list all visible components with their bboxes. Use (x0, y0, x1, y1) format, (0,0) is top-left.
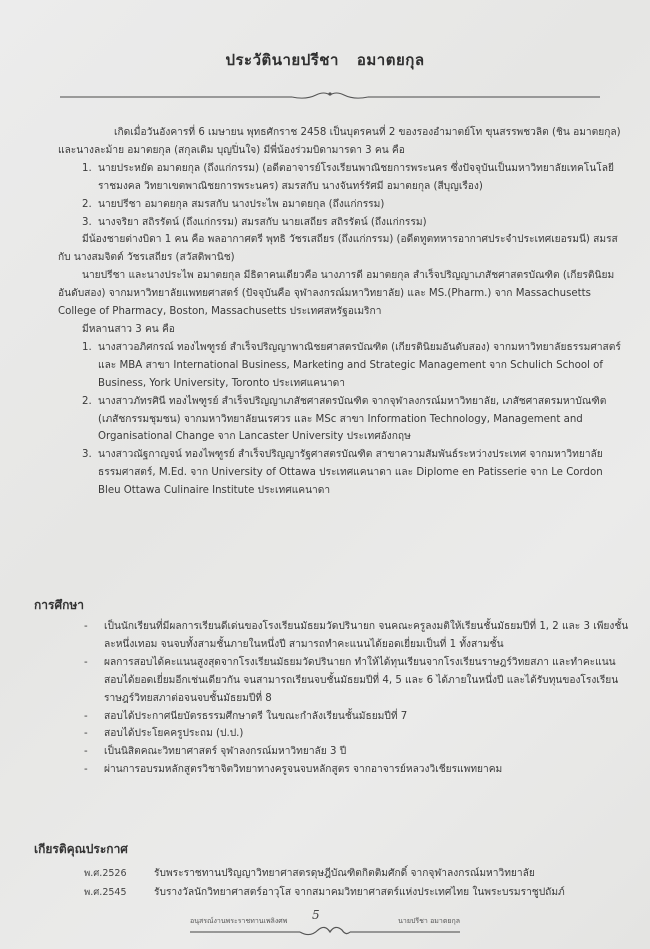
biography-body (58, 124, 628, 500)
ornament-icon (60, 91, 600, 101)
page-title (0, 48, 650, 72)
niece-item: 3. นางสาวณัฐกาญจน์ ทองไพฑูรย์ สำเร็จปริญญารัฐศาสตรบัณฑิต สาขาความสัมพันธ์ระหว่างประเทศ จากมหาวิทยาลัยธรรมศาสตร์, M.Ed. จาก University of Ottawa ประเทศแคนาดา และ Diplome en Patisserie จาก Le Cordon Bleu Ottawa Culinaire Institute ประเทศแคนาดา (82, 449, 603, 497)
birth-paragraph: เกิดเมื่อวันอังคารที่ 6 เมษายน พุทธศักราช 2458 เป็นบุตรคนที่ 2 ของรองอำมาตย์โท ขุนสรรพชวลิต (ชิน อมาตยกุล) และนางละม้าย อมาตยกุล (สกุลเดิม บุญปิ่นใจ) มีพี่น้องร่วมบิดามารดา 3 คน คือ (58, 127, 621, 156)
sibling-item: 1. นายประหยัด อมาตยกุล (ถึงแก่กรรม) (อดีตอาจารย์โรงเรียนพาณิชยการพระนคร ซึ่งปัจจุบันเป็นมหาวิทยาลัยเทคโนโลยีราชมงคล วิทยาเขตพาณิชยการพระนคร) สมรสกับ นางจันทร์รัศมี อมาตยกุล (สีบุญเรือง) (82, 162, 614, 192)
title-surname: อมาตยกุล (356, 51, 425, 69)
nieces-list (58, 339, 628, 500)
half-brother-paragraph: มีน้องชายต่างบิดา 1 คน คือ พลอากาศตรี พุทธิ วัชรเสถียร (ถึงแก่กรรม) (อดีตทูตทหารอากาศประจำประเทศเยอรมนี) สมรสกับ นางสมจิตต์ วัชรเสถียร (สวัสดิพานิช) (58, 234, 618, 264)
footer-left-text: อนุสรณ์งานพระราชทานเพลิงศพ (190, 917, 288, 925)
title-name: ประวัตินายปรีชา (225, 51, 339, 69)
honor-item (84, 883, 640, 902)
honor-year: พ.ศ.2526 (84, 868, 127, 879)
education-heading: การศึกษา (34, 598, 84, 612)
honor-item (84, 864, 640, 883)
education-item: - เป็นนิสิตคณะวิทยาศาสตร์ จุฬาลงกรณ์มหาวิทยาลัย 3 ปี (84, 746, 347, 758)
niece-item: 1. นางสาวอภิศกรณ์ ทองไพฑูรย์ สำเร็จปริญญาพาณิชยศาสตรบัณฑิต (เกียรตินิยมอันดับสอง) จากมหาวิทยาลัยธรรมศาสตร์ และ MBA สาขา International Business, Marketing and Strategic Management จาก Schulich School of Business, York University, Toronto ประเทศแคนาดา (82, 341, 621, 389)
page-number: 5 (312, 908, 320, 922)
ornamental-divider (60, 86, 600, 96)
page-footer (190, 910, 460, 944)
education-item: - สอบได้ประกาศนียบัตรธรรมศึกษาตรี ในขณะกำลังเรียนชั้นมัธยมปีที่ 7 (84, 710, 408, 722)
nieces-intro: มีหลานสาว 3 คน คือ (82, 323, 175, 335)
honors-list (84, 864, 640, 902)
honor-text: รับรางวัลนักวิทยาศาสตร์อาวุโส จากสมาคมวิทยาศาสตร์แห่งประเทศไทย ในพระบรมราชูปถัมภ์ (154, 887, 565, 898)
sibling-item: 2. นายปรีชา อมาตยกุล สมรสกับ นางประไพ อมาตยกุล (ถึงแก่กรรม) (82, 198, 385, 210)
education-list (82, 618, 632, 779)
niece-item: 2. นางสาวภัทรศินี ทองไพฑูรย์ สำเร็จปริญญาเภสัชศาสตรบัณฑิต จากจุฬาลงกรณ์มหาวิทยาลัย, เภสัชศาสตรมหาบัณฑิต (เภสัชกรรมชุมชน) จากมหาวิทยาลัยนเรศวร และ MSc สาขา Information Technology, Management and Organisational Change จาก Lancaster University ประเทศอังกฤษ (82, 395, 607, 443)
honor-text: รับพระราชทานปริญญาวิทยาศาสตรดุษฎีบัณฑิตกิตติมศักดิ์ จากจุฬาลงกรณ์มหาวิทยาลัย (154, 868, 535, 879)
honor-year: พ.ศ.2545 (84, 887, 127, 898)
sibling-item: 3. นางจริยา สถิรรัตน์ (ถึงแก่กรรม) สมรสกับ นายเสถียร สถิรรัตน์ (ถึงแก่กรรม) (82, 216, 427, 228)
honors-heading: เกียรติคุณประกาศ (34, 842, 128, 856)
siblings-list (58, 160, 628, 232)
education-item: - ผลการสอบได้คะแนนสูงสุดจากโรงเรียนมัธยมวัดปรินายก ทำให้ได้ทุนเรียนจากโรงเรียนราษฎร์วิทยสภา และทำคะแนนสอบได้ยอดเยี่ยมอีกเช่นเดียวกัน จนสามารถเรียนจบชั้นมัธยมปีที่ 4, 5 และ 6 ได้ภายในหนึ่งปี และได้รับทุนของโรงเรียนราษฎร์วิทยสภาต่อจนจบชั้นมัธยมปีที่ 8 (84, 656, 619, 704)
daughter-paragraph: นายปรีชา และนางประไพ อมาตยกุล มีธิดาคนเดียวคือ นางภารดี อมาตยกุล สำเร็จปริญญาเภสัชศาสตรบัณฑิต (เกียรตินิยมอันดับสอง) จากมหาวิทยาลัยแพทยศาสตร์ (ปัจจุบันคือ จุฬาลงกรณ์มหาวิทยาลัย) และ MS.(Pharm.) จาก Massachusetts College of Pharmacy, Boston, Massachusetts ประเทศสหรัฐอเมริกา (58, 270, 615, 318)
footer-ornament-icon (190, 924, 460, 940)
education-item: - สอบได้ประโยคครูประถม (ป.ป.) (84, 728, 244, 740)
education-item: - ผ่านการอบรมหลักสูตรวิชาจิตวิทยาทางครูจนจบหลักสูตร จากอาจารย์หลวงวิเชียรแพทยาคม (84, 764, 503, 776)
footer-right-text: นายปรีชา อมาตยกุล (398, 917, 460, 925)
education-item: - เป็นนักเรียนที่มีผลการเรียนดีเด่นของโรงเรียนมัธยมวัดปรินายก จนคณะครูลงมติให้เรียนชั้นมัธยมปีที่ 1, 2 และ 3 เพียงชั้นละหนึ่งเทอม จนจบทั้งสามชั้นภายในหนึ่งปี สามารถทำคะแนนได้ยอดเยี่ยมเป็นที่ 1 ทั้งสามชั้น (84, 621, 629, 650)
